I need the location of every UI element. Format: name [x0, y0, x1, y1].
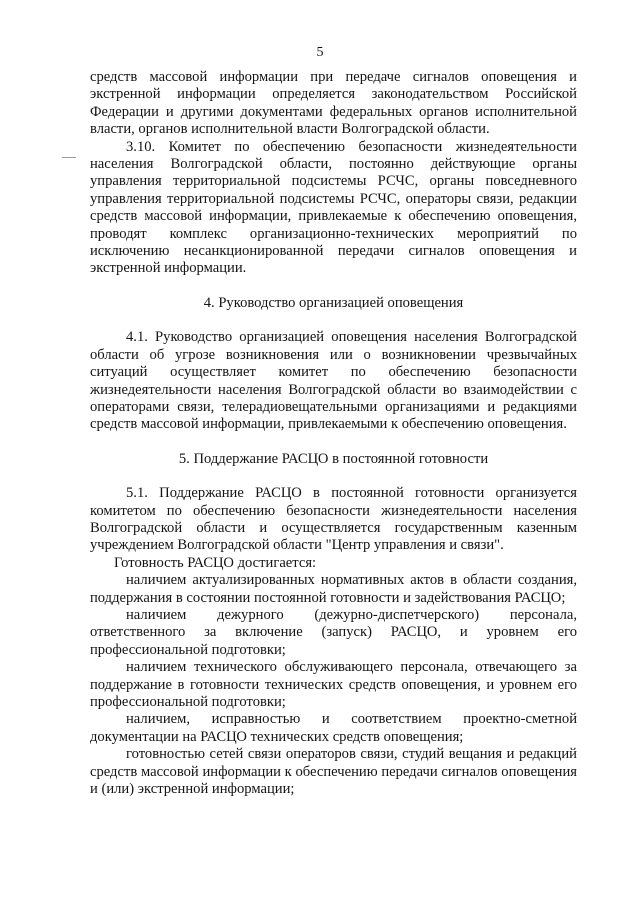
paragraph-readiness-intro: Готовность РАСЦО достигается: [114, 554, 317, 571]
paragraph-3-10: 3.10. Комитет по обеспечению безопасности жизнедеятельности населения Волгоградской области, постоянно действующие органы управления территориальной подсистемы РСЧС, органы повседневного управления территориальной подсистемы РСЧС, операторы связи, редакции средств массовой информации, привлекаемые к обеспечению оповещения, проводят комплекс организационно-технических мероприятий по исключению несанкционированной передачи сигналов оповещения и экстренной информации. [90, 138, 577, 277]
document-body [90, 69, 577, 798]
readiness-item-1: наличием актуализированных нормативных актов в области создания, поддержания в состоянии постоянной готовности и задействования РАСЦО; [90, 572, 577, 606]
paragraph-5-1: 5.1. Поддержание РАСЦО в постоянной готовности организуется комитетом по обеспечению безопасности жизнедеятельности населения Волгоградской области и осуществляется государственным казенным учреждением Волгоградской области "Центр управления и связи". [90, 485, 577, 554]
margin-mark [62, 157, 76, 158]
readiness-item-5: готовностью сетей связи операторов связи, студий вещания и редакций средств массовой информации к обеспечению передачи сигналов оповещения и (или) экстренной информации; [90, 746, 577, 798]
paragraph-4-1: 4.1. Руководство организацией оповещения населения Волгоградской области об угрозе возникновения или о возникновении чрезвычайных ситуаций осуществляет комитет по обеспечению безопасности жизнедеятельности населения Волгоградской области во взаимодействии с операторами связи, телерадиовещательными организациями и редакциями средств массовой информации, привлекаемыми к обеспечению оповещения. [90, 329, 577, 433]
readiness-item-2: наличием дежурного (дежурно-диспетчерского) персонала, ответственного за включение (запуск) РАСЦО, и уровнем его профессиональной подготовки; [90, 606, 577, 658]
section-heading-5: 5. Поддержание РАСЦО в постоянной готовности [178, 450, 489, 467]
paragraph-continuation: средств массовой информации при передаче сигналов оповещения и экстренной информации определяется законодательством Российской Федерации и другими документами федеральных органов исполнительной власти, органов исполнительной власти Волгоградской области. [90, 69, 577, 138]
readiness-item-4: наличием, исправностью и соответствием проектно-сметной документации на РАСЦО технических средств оповещения; [90, 711, 577, 745]
section-heading-4: 4. Руководство организацией оповещения [203, 294, 464, 311]
page-number: 5 [316, 45, 324, 60]
readiness-item-3: наличием технического обслуживающего персонала, отвечающего за поддержание в готовности технических средств оповещения, и уровнем его профессиональной подготовки; [90, 659, 577, 710]
